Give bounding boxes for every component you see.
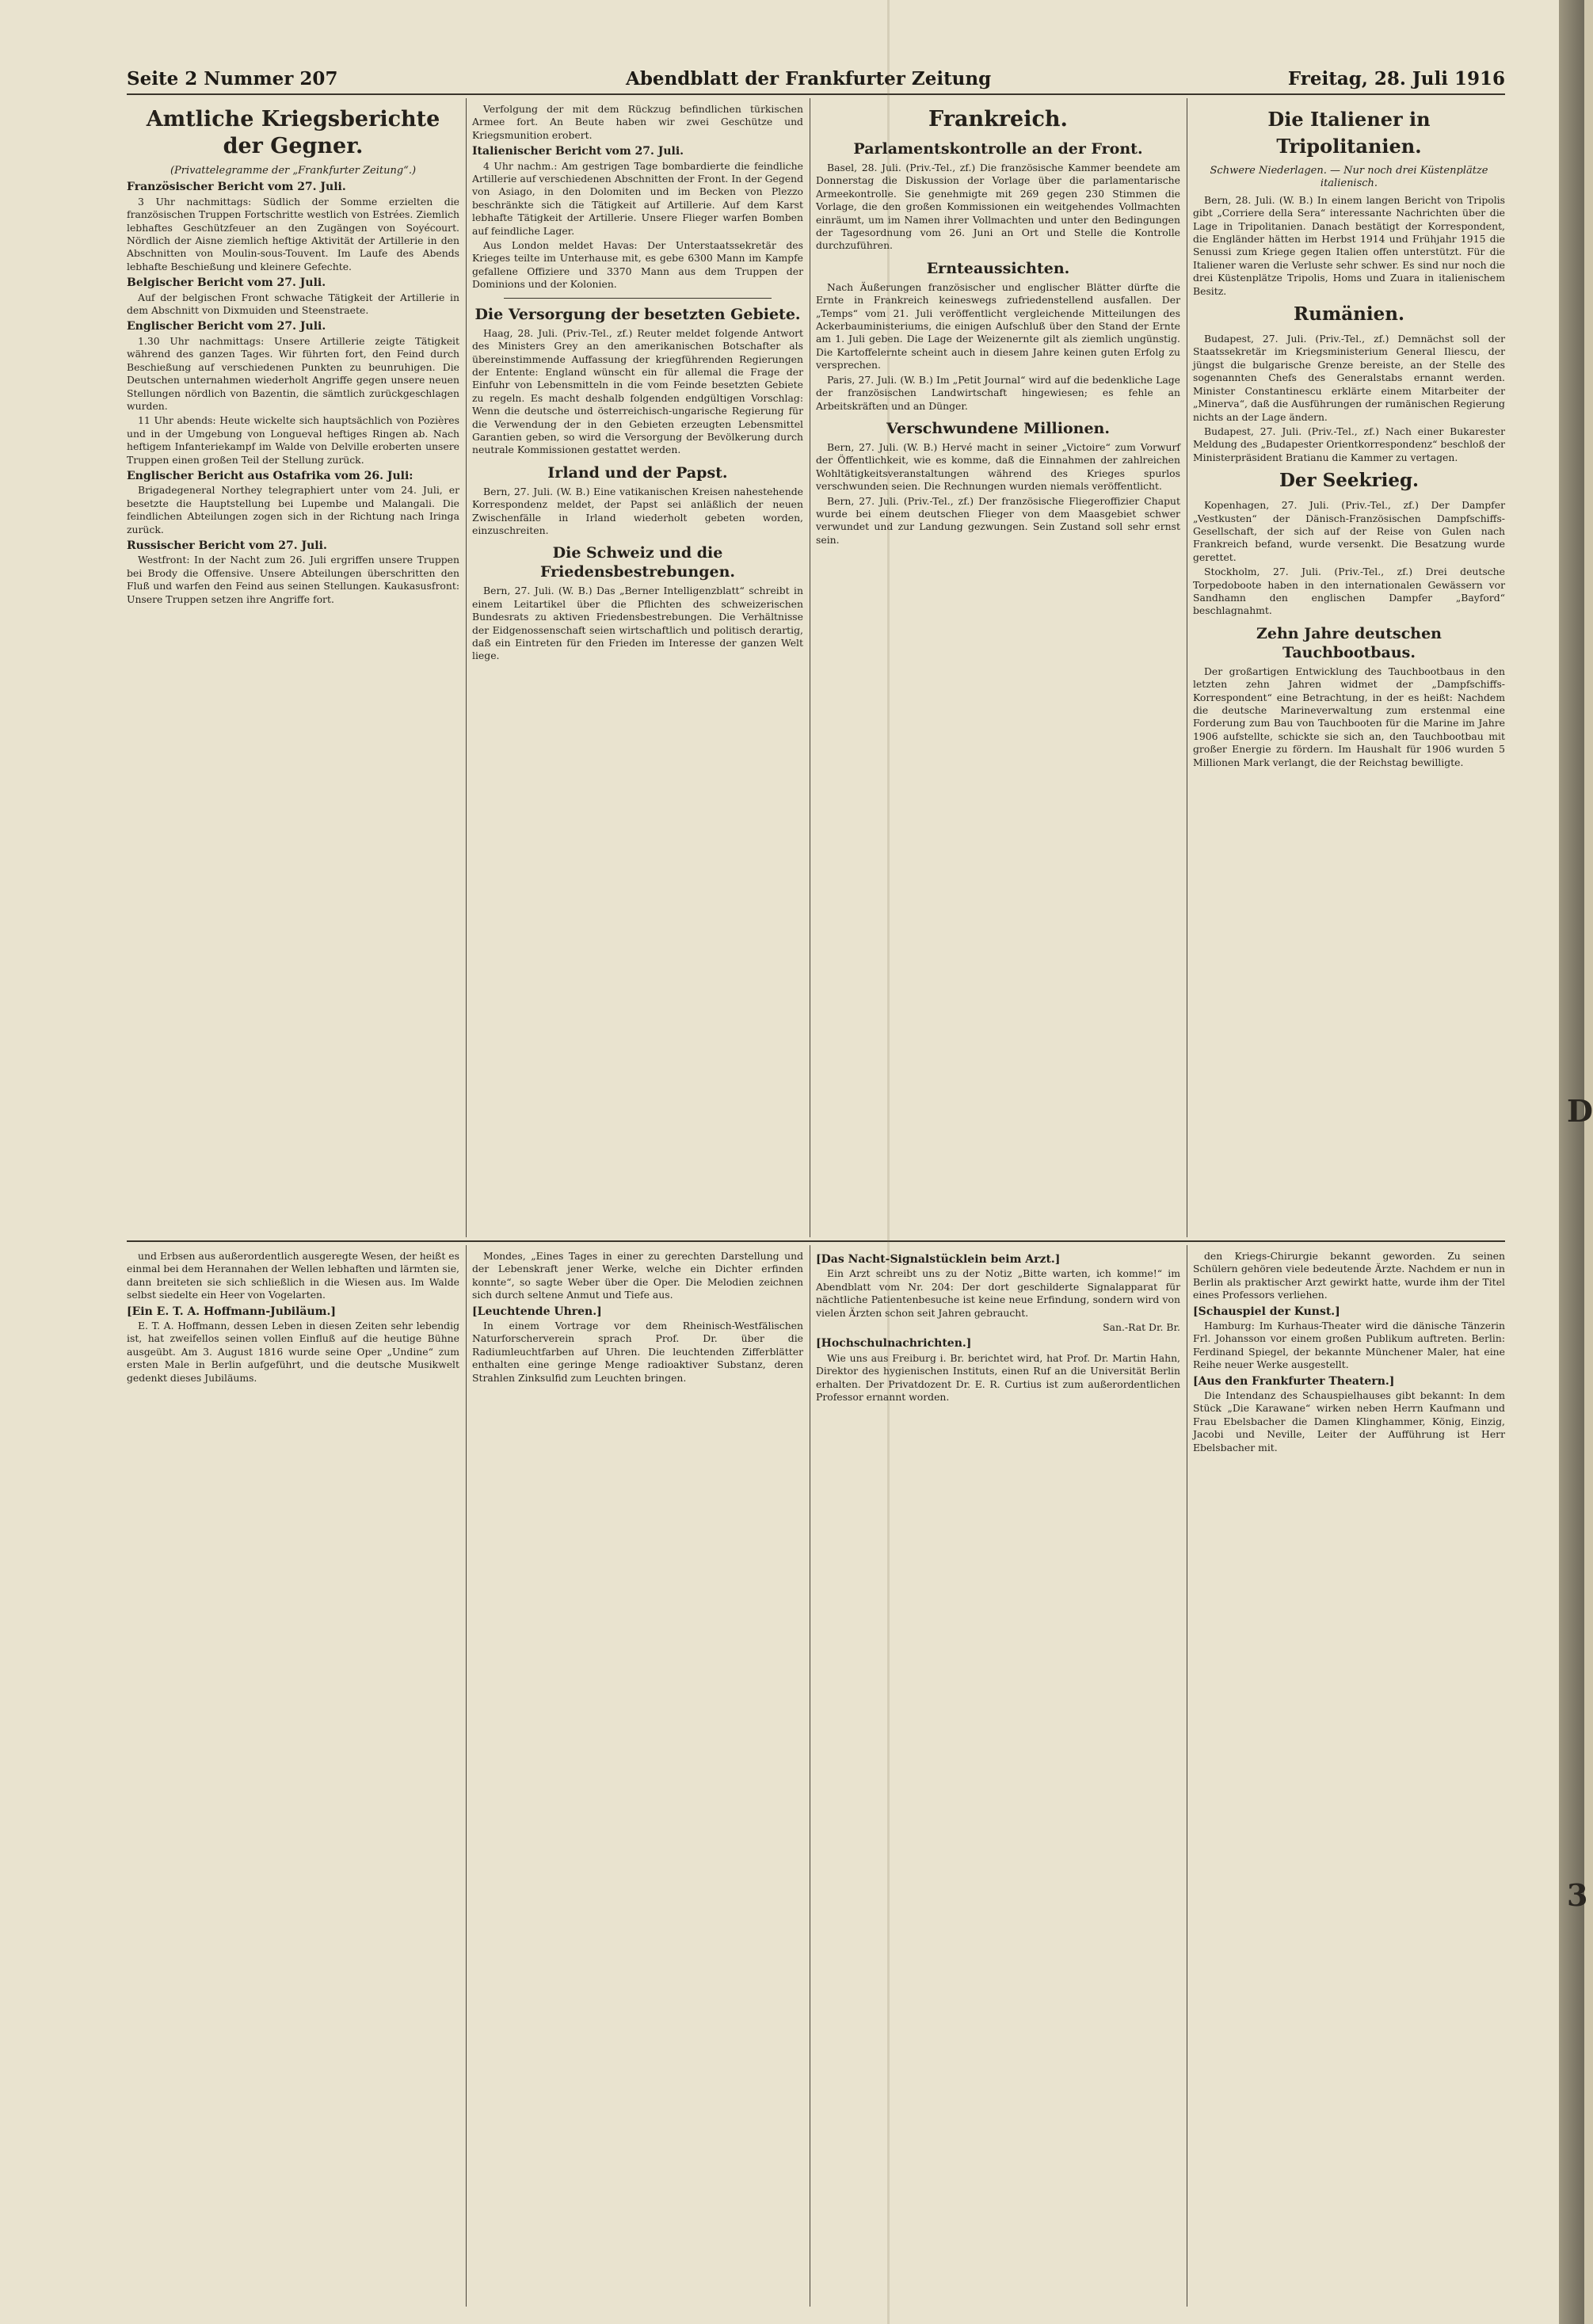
notice-heading: [Schauspiel der Kunst.]: [1193, 1305, 1340, 1318]
article-text: 1.30 Uhr nachmittags: Unsere Artillerie zeigte Tätigkeit während des ganzen Tages. Wir führten fort, den Feind durch Beschießung auf verschiedenen Punkten zu beunruhigen. Die Deutschen unternahmen wiederholt Angriffe gegen unsere neuen Stellungen nördlich von Bazentin, die sämtlich zurückgeschlagen wurden.: [127, 334, 459, 412]
article-text: Paris, 27. Juli. (W. B.) Im „Petit Journal“ wird auf die bedenkliche Lage der französischen Landwirtschaft hingewiesen; es fehle an Arbeitskräften und an Dünger.: [816, 373, 1180, 412]
notice-heading: [Aus den Frankfurter Theatern.]: [1193, 1374, 1395, 1388]
feuilleton-column-1: [127, 1250, 459, 2303]
feuilleton-column-3: [816, 1250, 1180, 2303]
subheadline: Schwere Niederlagen. — Nur noch drei Küstenplätze italienisch.: [1210, 165, 1488, 190]
headline-ernte: Ernteaussichten.: [926, 259, 1070, 277]
article-text: Haag, 28. Juli. (Priv.-Tel., zf.) Reuter meldet folgende Antwort des Ministers Grey an den amerikanischen Botschafter als übereinstimmende Auffassung der kriegführenden Regierungen der Entente: England wünscht ein für allemal die Frage der Einfuhr von Lebensmitteln in die vom Feinde besetzten Gebiete zu regeln. Es macht deshalb folgenden endgültigen Vorschlag: Wenn die deutsche und österreichisch-ungarische Regierung für die Verwendung der in den Gebieten erzeugten Lebensmittel Garantien geben, so wird die Versorgung der Bevölkerung durch neutrale Kommissionen gestattet werden.: [472, 326, 803, 456]
column-italy-romania-sea: [1193, 103, 1505, 1236]
article-text: Stockholm, 27. Juli. (Priv.-Tel., zf.) Drei deutsche Torpedoboote haben in den internationalen Gewässern vor Sandhamn den englischen Dampfer „Bayford“ beschlagnahmt.: [1193, 566, 1505, 617]
column-rule: [466, 1245, 467, 2307]
feuilleton-column-2: [472, 1250, 803, 2303]
report-heading: Italienischer Bericht vom 27. Juli.: [472, 145, 684, 158]
section-rule: [504, 298, 772, 299]
headline-war-reports: Amtliche Kriegsberichte der Gegner.: [146, 107, 440, 158]
feuilleton-column-4: [1193, 1250, 1505, 2303]
article-text: den Kriegs-Chirurgie bekannt geworden. Zu seinen Schülern gehören viele bedeutende Ärzte. Nachdem er nun in Berlin als praktischer Arzt gewirkt hatte, wurde ihm der Titel eines Professors verliehen.: [1193, 1250, 1505, 1301]
article-text: Auf der belgischen Front schwache Tätigkeit der Artillerie in dem Abschnitt von Dixmuiden und Steenstraete.: [127, 291, 459, 317]
notice-heading: [Hochschulnachrichten.]: [816, 1337, 972, 1351]
headline-versorgung: Die Versorgung der besetzten Gebiete.: [474, 305, 801, 323]
article-text: 4 Uhr nachm.: Am gestrigen Tage bombardierte die feindliche Artillerie auf verschiedenen Abschnitten der Front. In der Gegend von Asiago, in den Dolomiten und im Becken von Plezzo beschränkte sich die Tätigkeit auf Artillerie. Auf dem Karst lebhafte Tätigkeit der Artillerie. Unsere Flieger warfen Bomben auf feindliche Lager.: [472, 159, 803, 237]
headline-tauchboot: Zehn Jahre deutschen Tauchbootbaus.: [1256, 624, 1442, 661]
page-number: Seite 2 Nummer 207: [127, 68, 338, 90]
article-text: Bern, 27. Juli. (W. B.) Eine vatikanischen Kreisen nahestehende Korrespondenz meldet, der Papst sei anläßlich der neuen Zwischenfälle in Irland wiederholt gebeten worden, einzuschreiten.: [472, 485, 803, 536]
article-text: Bern, 27. Juli. (Priv.-Tel., zf.) Der französische Fliegeroffizier Chaput wurde bei einem deutschen Flieger von dem Maasgebiet schwer verwundet und zur Landung gezwungen. Sein Zustand soll sehr ernst sein.: [816, 494, 1180, 546]
article-text: In einem Vortrage vor dem Rheinisch-Westfälischen Naturforscherverein sprach Prof. Dr. über die Radiumleuchtfarben auf Uhren. Die leuchtenden Zifferblätter enthalten eine geringe Menge radioaktiver Substanz, deren Strahlen Zinksulfid zum Leuchten bringen.: [472, 1320, 803, 1384]
notice-heading: [Ein E. T. A. Hoffmann-Jubiläum.]: [127, 1305, 336, 1318]
notice-heading: [Das Nacht-Signalstücklein beim Arzt.]: [816, 1253, 1061, 1266]
article-text: Nach Äußerungen französischer und englischer Blätter dürfte die Ernte in Frankreich keineswegs zufriedenstellend ausfallen. Der „Temps“ vom 21. Juli veröffentlicht vergleichende Mitteilungen des Ackerbauministeriums, die einigen Aufschluß über den Stand der Ernte am 1. Juli geben. Die Lage der Weizenernte gilt als ziemlich ungünstig. Die Kartoffelernte scheint auch in diesem Jahre keinen guten Erfolg zu versprechen.: [816, 280, 1180, 371]
article-text: Bern, 28. Juli. (W. B.) In einem langen Bericht von Tripolis gibt „Corriere della Sera“ interessante Nachrichten über die Lage in Tripolitanien. Danach bestätigt der Korrespondent, die Engländer hätten im Herbst 1914 und Frühjahr 1915 die Senussi zum Kriege gegen Italien offen unterstützt. Für die Italiener waren die Verluste sehr schwer. Es sind nur noch die drei Küstenplätze Tripolis, Homs und Zuara in italienischem Besitz.: [1193, 193, 1505, 297]
headline-millionen: Verschwundene Millionen.: [886, 419, 1110, 437]
headline-parlament: Parlamentskontrolle an der Front.: [853, 140, 1143, 158]
article-text: Ein Arzt schreibt uns zu der Notiz „Bitte warten, ich komme!“ im Abendblatt vom Nr. 204: Der dort geschilderte Signalapparat für nächtliche Patientenbesuche ist keine neue Erfindung, sondern wird von vielen Ärzten schon seit Jahren gebraucht.: [816, 1267, 1180, 1319]
column-france: [816, 103, 1180, 1236]
article-text: Bern, 27. Juli. (W. B.) Das „Berner Intelligenzblatt“ schreibt in einem Leitartikel über die Pflichten des schweizerischen Bundesrats zu aktiven Friedensbestrebungen. Die Verhältnisse der Eidgenossenschaft seien wirtschaftlich und politisch derartig, daß ein Eintreten für den Frieden im Interesse der ganzen Welt liege.: [472, 585, 803, 662]
article-text: Die Intendanz des Schauspielhauses gibt bekannt: In dem Stück „Die Karawane“ wirken neben Herrn Kaufmann und Frau Ebelsbacher die Damen Klinghammer, König, Einzig, Jacobi und Neville, Leiter der Aufführung ist Herr Ebelsbacher mit.: [1193, 1389, 1505, 1453]
subheadline: (Privattelegramme der „Frankfurter Zeitung“.): [170, 165, 417, 177]
issue-date: Freitag, 28. Juli 1916: [1287, 68, 1505, 90]
article-text: Aus London meldet Havas: Der Unterstaatssekretär des Krieges teilte im Unterhause mit, es gebe 6300 Mann im Kampfe gefallene Offiziere und 3370 Mann aus dem Truppen der Dominions und der Kolonien.: [472, 239, 803, 291]
article-text: Budapest, 27. Juli. (Priv.-Tel., zf.) Demnächst soll der Staatssekretär im Kriegsministerium General Iliescu, der jüngst die bulgarische Grenze bereiste, an der Stelle des sogenannten Chefs des Generalstabs ernannt werden. Minister Constantinescu erklärte einem Mitarbeiter der „Minerva“, daß die Ausführungen der rumänischen Regierung nichts an der Lage ändern.: [1193, 333, 1505, 423]
article-text: Westfront: In der Nacht zum 26. Juli ergriffen unsere Truppen bei Brody die Offensive. Unsere Abteilungen überschritten den Fluß und warfen den Feind aus seinen Stellungen. Kaukasusfront: Unsere Truppen setzen ihre Angriffe fort.: [127, 554, 459, 605]
page-header: [127, 65, 1505, 95]
headline-seekrieg: Der Seekrieg.: [1279, 470, 1420, 492]
column-war-reports: [127, 103, 459, 1236]
article-text: Wie uns aus Freiburg i. Br. berichtet wird, hat Prof. Dr. Martin Hahn, Direktor des hygienischen Instituts, einen Ruf an die Universität Berlin erhalten. Der Privatdozent Dr. E. R. Curtius ist zum außerordentlichen Professor ernannt worden.: [816, 1351, 1180, 1404]
edge-letter: D: [1567, 1093, 1593, 1129]
headline-schweiz: Die Schweiz und die Friedensbestrebungen.: [539, 544, 736, 581]
article-text: Mondes, „Eines Tages in einer zu gerechten Darstellung und der Lebenskraft jener Werke, welche ein Dichter erfinden konnte“, so sagte Weber über die Oper. Die Melodien zeichnen sich durch seltene Anmut und Tiefe aus.: [472, 1250, 803, 1301]
column-rule: [466, 98, 467, 1237]
headline-france: Frankreich.: [928, 107, 1068, 131]
report-heading: Russischer Bericht vom 27. Juli.: [127, 539, 327, 552]
paper-fold: [887, 0, 890, 2324]
headline-rumaenien: Rumänien.: [1294, 303, 1404, 326]
article-text: und Erbsen aus außerordentlich ausgeregte Wesen, der heißt es einmal bei dem Herannahen der Wellen lebhaften und lärmten sie, dann breiteten sie sich schließlich in die Wiesen aus. Im Walde selbst siedelte ein Heer von Vogelarten.: [127, 1250, 459, 1301]
headline-irland: Irland und der Papst.: [547, 463, 728, 482]
article-text: Der großartigen Entwicklung des Tauchbootbaus in den letzten zehn Jahren widmet der „Dampfschiffs-Korrespondent“ eine Betrachtung, in der es heißt: Nachdem die deutsche Marineverwaltung zum erstenmal eine Forderung zum Bau von Tauchbooten für die Marine im Jahre 1906 aufstellte, schickte sie sich an, den Tauchbootbau mit großer Energie zu fördern. Im Haushalt für 1906 wurden 5 Millionen Mark verlangt, die der Reichstag bewilligte.: [1193, 665, 1505, 768]
article-text: 3 Uhr nachmittags: Südlich der Somme erzielten die französischen Truppen Fortschritte westlich von Estrées. Ziemlich lebhaftes Geschützfeuer an den Zugängen von Soyécourt. Nördlich der Aisne ziemlich heftige Aktivität der Artillerie in den Abschnitten von Moulin-sous-Touvent. Im Laufe des Abends lebhafte Beschießung und kleinere Gefechte.: [127, 195, 459, 272]
report-heading: Englischer Bericht aus Ostafrika vom 26. Juli:: [127, 469, 413, 482]
feuilleton-divider: [127, 1240, 1505, 1242]
article-text: Hamburg: Im Kurhaus-Theater wird die dänische Tänzerin Frl. Johansson vor einem großen Publikum auftreten. Berlin: Ferdinand Spiegel, der bekannte Münchener Maler, hat eine Reihe neuer Werke ausgestellt.: [1193, 1320, 1505, 1371]
article-text: 11 Uhr abends: Heute wickelte sich hauptsächlich von Pozières und in der Umgebung von Longueval heftiges Ringen ab. Nach heftigem Infanteriekampf im Walde von Delville eroberten unsere Truppen einen großen Teil der Stellung zurück.: [127, 414, 459, 466]
article-text: Basel, 28. Juli. (Priv.-Tel., zf.) Die französische Kammer beendete am Donnerstag die Diskussion der Vorlage über die parlamentarische Armeekontrolle. Sie genehmigte mit 269 gegen 230 Stimmen die Vorlage, die den großen Kommissionen ein weitgehendes Vollmachten einräumt, um im Namen ihrer Vollmachten und unter den Bedingungen der Tagesordnung vom 26. Juni an Ort und Stelle die Kontrolle durchzuführen.: [816, 162, 1180, 252]
article-text: Brigadegeneral Northey telegraphiert unter vom 24. Juli, er besetzte die Hauptstellung bei Lupembe und Malangali. Die feindlichen Abteilungen zogen sich in der Richtung nach Iringa zurück.: [127, 484, 459, 535]
headline-tripolitanien: Die Italiener in Tripolitanien.: [1267, 108, 1431, 158]
article-text: Bern, 27. Juli. (W. B.) Hervé macht in seiner „Victoire“ zum Vorwurf der Öffentlichkeit, wie es komme, daß die Einnahmen der zahlreichen Wohltätigkeitsveranstaltungen während des Krieges spurlos verschwunden seien. Die Rechnungen wurden niemals veröffentlicht.: [816, 440, 1180, 493]
article-text: Budapest, 27. Juli. (Priv.-Tel., zf.) Nach einer Bukarester Meldung des „Budapester Orientkorrespondenz“ beschloß der Ministerpräsident Bratianu die Kammer zu vertagen.: [1193, 425, 1505, 463]
edge-letter: 3: [1567, 1877, 1588, 1913]
report-heading: Französischer Bericht vom 27. Juli.: [127, 181, 346, 194]
masthead: Abendblatt der Frankfurter Zeitung: [626, 68, 992, 90]
report-heading: Belgischer Bericht vom 27. Juli.: [127, 276, 326, 290]
article-text: E. T. A. Hoffmann, dessen Leben in diesen Zeiten sehr lebendig ist, hat zweifellos seinen vollen Einfluß auf die heutige Bühne ausgeübt. Am 3. August 1816 wurde seine Oper „Undine“ zum ersten Male in Berlin aufgeführt, und die deutsche Musikwelt gedenkt dieses Jubiläums.: [127, 1320, 459, 1384]
article-text: Verfolgung der mit dem Rückzug befindlichen türkischen Armee fort. An Beute haben wir zwei Geschütze und Kriegsmunition erobert.: [472, 103, 803, 141]
signature: San.-Rat Dr. Br.: [1103, 1321, 1180, 1334]
notice-heading: [Leuchtende Uhren.]: [472, 1305, 602, 1318]
report-heading: Englischer Bericht vom 27. Juli.: [127, 320, 326, 333]
column-politics: [472, 103, 803, 1236]
adjacent-page-edge: [1559, 0, 1584, 2324]
article-text: Kopenhagen, 27. Juli. (Priv.-Tel., zf.) Der Dampfer „Vestkusten“ der Dänisch-Französischen Dampfschiffs-Gesellschaft, der sich auf der Reise von Gulen nach Frankreich befand, wurde versenkt. Die Besatzung wurde gerettet.: [1193, 499, 1505, 563]
